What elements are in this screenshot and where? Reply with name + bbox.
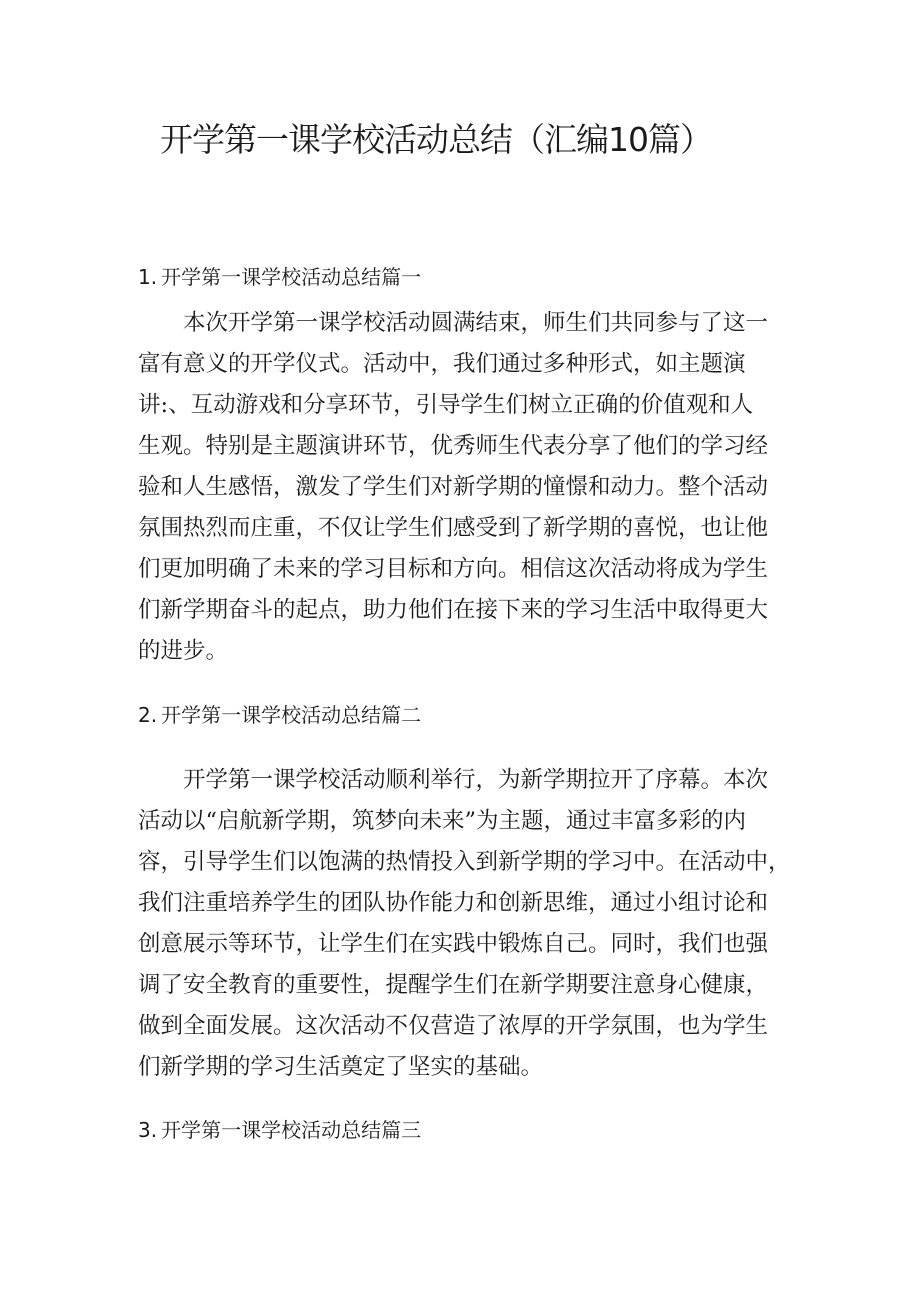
section-paragraph-2 (138, 760, 791, 1088)
paragraph-line: 调了安全教育的重要性，提醒学生们在新学期要注意身心健康， (138, 972, 769, 998)
paragraph-line: 富有意义的开学仪式。活动中，我们通过多种形式，如主题演 (138, 351, 746, 377)
section-number: 1. (138, 265, 158, 289)
paragraph-line: 容，引导学生们以饱满的热情投入到新学期的学习中。在活动中， (138, 849, 791, 875)
paragraph-line: 开学第一课学校活动顺利举行，为新学期拉开了序幕。本次 (183, 767, 769, 793)
paragraph-line: 做到全面发展。这次活动不仅营造了浓厚的开学氛围，也为学生 (138, 1013, 769, 1039)
paragraph-line: 们新学期奋斗的起点，助力他们在接下来的学习生活中取得更大 (138, 597, 769, 623)
section-number: 3. (138, 1118, 158, 1142)
section-title: 开学第一课学校活动总结篇二 (161, 703, 422, 727)
paragraph-line: 验和人生感悟，激发了学生们对新学期的憧憬和动力。整个活动 (138, 474, 769, 500)
section-heading-3 (138, 1115, 421, 1145)
section-number: 2. (138, 703, 158, 727)
paragraph-line: 我们注重培养学生的团队协作能力和创新思维，通过小组讨论和 (138, 890, 769, 916)
paragraph-line: 们新学期的学习生活奠定了坚实的基础。 (138, 1054, 544, 1080)
paragraph-line: 创意展示等环节，让学生们在实践中锻炼自己。同时，我们也强 (138, 931, 769, 957)
paragraph-line: 生观。特别是主题演讲环节，优秀师生代表分享了他们的学习经 (138, 433, 769, 459)
section-heading-2 (138, 700, 421, 730)
section-paragraph-1 (138, 303, 786, 672)
paragraph-line: 活动以“启航新学期，筑梦向未来”为主题，通过丰富多彩的内 (138, 808, 747, 834)
section-title: 开学第一课学校活动总结篇三 (161, 1118, 422, 1142)
document-title: 开学第一课学校活动总结（汇编10篇） (160, 120, 712, 159)
paragraph-line: 们更加明确了未来的学习目标和方向。相信这次活动将成为学生 (138, 556, 769, 582)
paragraph-line: 讲:、互动游戏和分享环节，引导学生们树立正确的价值观和人 (138, 392, 754, 418)
section-heading-1 (138, 262, 421, 292)
paragraph-line: 氛围热烈而庄重，不仅让学生们感受到了新学期的喜悦，也让他 (138, 515, 769, 541)
paragraph-line: 本次开学第一课学校活动圆满结束，师生们共同参与了这一 (183, 310, 769, 336)
paragraph-line: 的进步。 (138, 638, 229, 664)
section-title: 开学第一课学校活动总结篇一 (161, 265, 422, 289)
